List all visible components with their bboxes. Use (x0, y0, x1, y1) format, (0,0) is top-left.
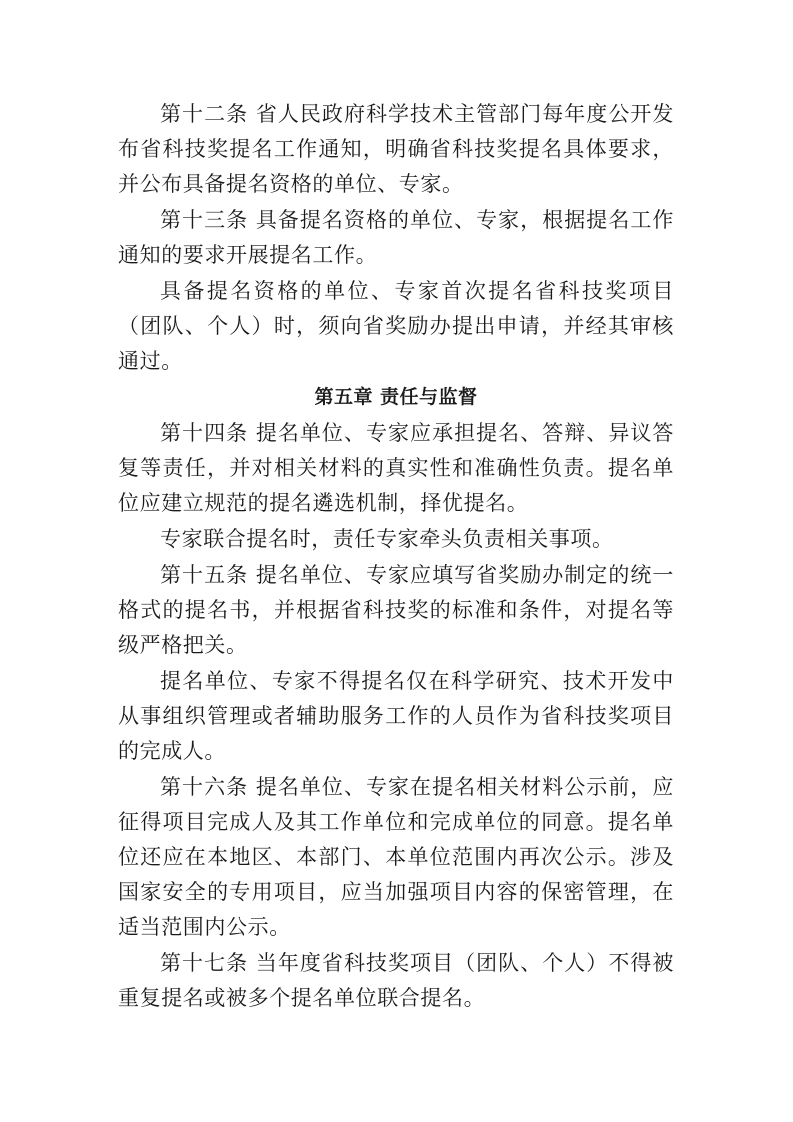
completer-restriction-paragraph: 提名单位、专家不得提名仅在科学研究、技术开发中从事组织管理或者辅助服务工作的人员作为省科技奖项目的完成人。 (118, 669, 674, 763)
article-17-paragraph: 第十七条 当年度省科技奖项目（团队、个人）不得被重复提名或被多个提名单位联合提名。 (118, 951, 674, 1010)
chapter-title: 第五章 责任与监督 (314, 386, 478, 408)
article-15-paragraph: 第十五条 提名单位、专家应填写省奖励办制定的统一格式的提名书，并根据省科技奖的标准和条件，对提名等级严格把关。 (118, 563, 674, 657)
first-nomination-paragraph: 具备提名资格的单位、专家首次提名省科技奖项目（团队、个人）时，须向省奖励办提出申请，并经其审核通过。 (118, 279, 674, 373)
article-12-paragraph: 第十二条 省人民政府科学技术主管部门每年度公开发布省科技奖提名工作通知，明确省科技奖提名具体要求，并公布具备提名资格的单位、专家。 (118, 102, 674, 196)
article-13-paragraph: 第十三条 具备提名资格的单位、专家，根据提名工作通知的要求开展提名工作。 (118, 208, 674, 267)
joint-nomination-paragraph: 专家联合提名时，责任专家牵头负责相关事项。 (160, 527, 614, 551)
article-16-paragraph: 第十六条 提名单位、专家在提名相关材料公示前，应征得项目完成人及其工作单位和完成单位的同意。提名单位还应在本地区、本部门、本单位范围内再次公示。涉及国家安全的专用项目，应当加强项目内容的保密管理，在适当范围内公示。 (118, 775, 674, 939)
document-body (118, 97, 674, 1017)
article-14-paragraph: 第十四条 提名单位、专家应承担提名、答辩、异议答复等责任，并对相关材料的真实性和准确性负责。提名单位应建立规范的提名遴选机制，择优提名。 (118, 421, 674, 515)
